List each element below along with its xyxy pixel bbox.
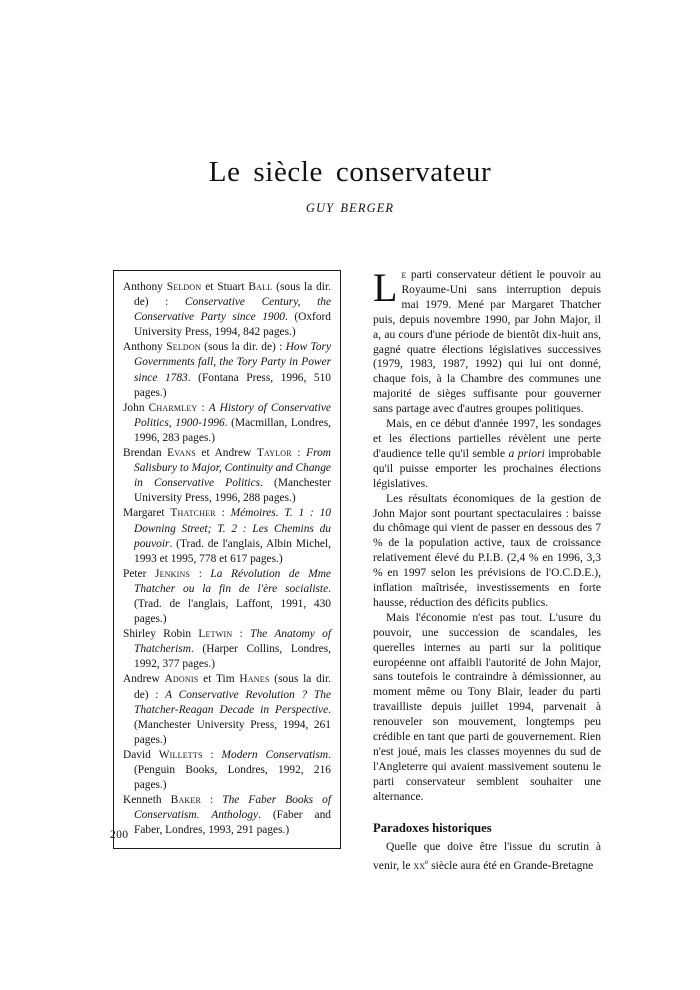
bibliography-entry — [123, 627, 331, 672]
bibliography-entry — [123, 401, 331, 446]
role: : — [291, 447, 307, 460]
article-paragraph-2 — [373, 417, 601, 492]
bibliography-entry — [123, 280, 331, 340]
page-title: Le siècle conservateur — [208, 156, 492, 189]
bibliography-entry — [123, 340, 331, 400]
role: : — [190, 567, 211, 580]
title: Conservative Century, the Conservative Party since 1900 — [134, 296, 331, 324]
paragraph-2-text-b: improbable qu'il puisse emporter les prochaines élections législatives. — [373, 446, 601, 490]
paragraph-2-text-a: Mais, en ce début d'année 1997, les sondages et les élections partielles révèlent une perte d'audience telle qu'il semble — [373, 417, 601, 460]
bibliography-entry — [123, 446, 331, 506]
role: : — [202, 748, 222, 761]
author_sc_2: Ball — [248, 281, 273, 293]
century-ordinal-number: xx — [413, 859, 425, 873]
paragraph-5-text-b: siècle aura été en Grande-Bretagne — [428, 859, 594, 873]
author_sc_1: Seldon — [166, 281, 202, 293]
author_sc_1: Baker — [170, 794, 202, 807]
role: (sous la dir. de) : — [134, 281, 331, 309]
author-byline: GUY BERGER — [305, 201, 395, 215]
imprint: . (Fontana Press, 1996, 510 pages.) — [134, 371, 331, 399]
title: The Faber Books of Conservatism. Anthology — [134, 794, 331, 822]
role: : — [201, 794, 223, 807]
author_sc_1: Adonis — [164, 673, 199, 686]
title: How Tory Governments fall, the Tory Party in Power since 1783 — [134, 341, 332, 384]
role: : — [232, 628, 251, 641]
author_sc_2: Hanes — [239, 673, 270, 686]
bibliography-entry — [123, 748, 331, 793]
bibliography-entry — [123, 506, 331, 566]
author_sc_1: Thatcher — [170, 507, 216, 520]
authors_prefix: Anthony — [123, 281, 167, 293]
bibliography-entry — [123, 793, 331, 838]
author_sc_1: Seldon — [166, 341, 201, 354]
author_sc_1: Willetts — [158, 748, 203, 761]
imprint: . (Faber and Faber, Londres, 1993, 291 pages.) — [134, 809, 331, 837]
author_sc_2: Taylor — [256, 447, 292, 460]
role: (sous la dir. de) : — [200, 341, 286, 354]
author_sc_1: Letwin — [198, 628, 233, 641]
article-paragraph-5 — [373, 840, 601, 874]
title: Modern Conservatism — [221, 748, 329, 761]
imprint: . (Manchester University Press, 1996, 288 pages.) — [134, 477, 331, 505]
title: Mémoires. T. 1 : 10 Downing Street; T. 2 : Les Chemins du pouvoir — [134, 507, 331, 550]
imprint: . (Oxford University Press, 1994, 842 pages.) — [134, 311, 332, 339]
title: The Anatomy of Thatcherism — [134, 628, 331, 656]
imprint: . (Penguin Books, Londres, 1992, 216 pages.) — [134, 748, 331, 792]
author_sc_1: Evans — [167, 447, 196, 460]
century-ordinal — [413, 859, 428, 872]
authors_prefix: John — [123, 401, 149, 414]
bibliography-entry — [123, 672, 331, 747]
latin-phrase-a-priori: a priori — [508, 446, 545, 460]
authors_prefix: Shirley Robin — [123, 628, 199, 641]
role: : — [197, 401, 209, 414]
paragraph-1-text: parti conservateur détient le pouvoir au Royaume-Uni sans interruption depuis mai 1979. Mené par Margaret Thatcher puis, depuis novembre 1990, par John Major, il a, au cours d'une période de bientôt dix-huit ans, gagné quatre élections législatives successives (1979, 1983, 1987, 1992) qui lui ont donné, chaque fois, à la Chambre des communes une majorité de sièges suffisante pour gouverner sans partage avec d'autres groupes politiques. — [373, 268, 601, 416]
article-paragraph-1 — [373, 265, 601, 417]
section-heading: Paradoxes historiques — [373, 820, 492, 835]
drop-cap: L — [373, 265, 398, 310]
article-column — [373, 265, 601, 874]
paragraph-5-text-a: Quelle que doive être l'issue du scrutin à venir, le — [373, 840, 601, 873]
authors_prefix: Margaret — [123, 507, 171, 520]
title: La Révolution de Mme Thatcher ou la fin de l'ère socialiste — [134, 567, 331, 595]
bibliography-entry — [123, 567, 331, 627]
author_sc_1: Jenkins — [154, 567, 191, 580]
imprint: . (Macmillan, Londres, 1996, 283 pages.) — [134, 416, 331, 444]
page-number: 200 — [110, 828, 129, 841]
article-paragraph-4: Mais l'économie n'est pas tout. L'usure du pouvoir, une succession de scandales, les querelles internes au parti sur la politique européenne ont affaibli l'autorité de John Major, sans toutefois le contraindre à démissionner, au moment même ou Tony Blair, leader du parti travailliste depuis juillet 1994, parvenait à renouveler son mouvement, longtemps peu crédible en tant que parti de gouvernement. Rien n'est joué, mais les classes moyennes du sud de l'Angleterre qui avaient massivement soutenu le parti conservateur semblent souhaiter une alternance. — [373, 610, 601, 803]
authors_prefix: Anthony — [123, 341, 167, 354]
authors_mid: et Tim — [198, 673, 240, 686]
role: (sous la dir. de) : — [134, 673, 332, 701]
title: A History of Conservative Politics, 1900-1996 — [134, 401, 331, 429]
title: From Salisbury to Major, Continuity and Change in Conservative Politics — [134, 447, 332, 490]
authors_prefix: Andrew — [123, 673, 165, 686]
article-paragraph-3: Les résultats économiques de la gestion de John Major sont pourtant spectaculaires : baisse du chômage qui vient de passer en dessous des 7 % de la population active, taux de croissance relativement élevé du P.I.B. (2,4 % en 1996, 3,3 % en 1997 selon les prévisions de l'O.C.D.E.), inflation maîtrisée, investissements en forte hausse, réduction des déficits publics. — [373, 491, 601, 609]
bibliography-box — [113, 270, 341, 849]
role: : — [215, 507, 231, 520]
century-ordinal-suffix: e — [424, 858, 429, 867]
authors_prefix: Brendan — [123, 447, 168, 460]
author_sc_1: Charmley — [148, 401, 198, 414]
authors_prefix: David — [123, 748, 159, 761]
imprint: . (Trad. de l'anglais, Laffont, 1991, 430 pages.) — [134, 582, 331, 626]
authors_prefix: Peter — [123, 567, 155, 580]
imprint: . (Trad. de l'anglais, Albin Michel, 1993 et 1995, 778 et 617 pages.) — [134, 537, 331, 565]
imprint: . (Manchester University Press, 1994, 261 pages.) — [134, 703, 331, 746]
title: A Conservative Revolution ? The Thatcher-Reagan Decade in Perspective — [134, 688, 332, 716]
imprint: . (Harper Collins, Londres, 1992, 377 pages.) — [134, 643, 331, 671]
authors_mid: et Andrew — [195, 447, 257, 460]
authors_prefix: Kenneth — [123, 794, 171, 807]
authors_mid: et Stuart — [201, 281, 249, 293]
lead-smallcaps: e — [401, 268, 407, 281]
